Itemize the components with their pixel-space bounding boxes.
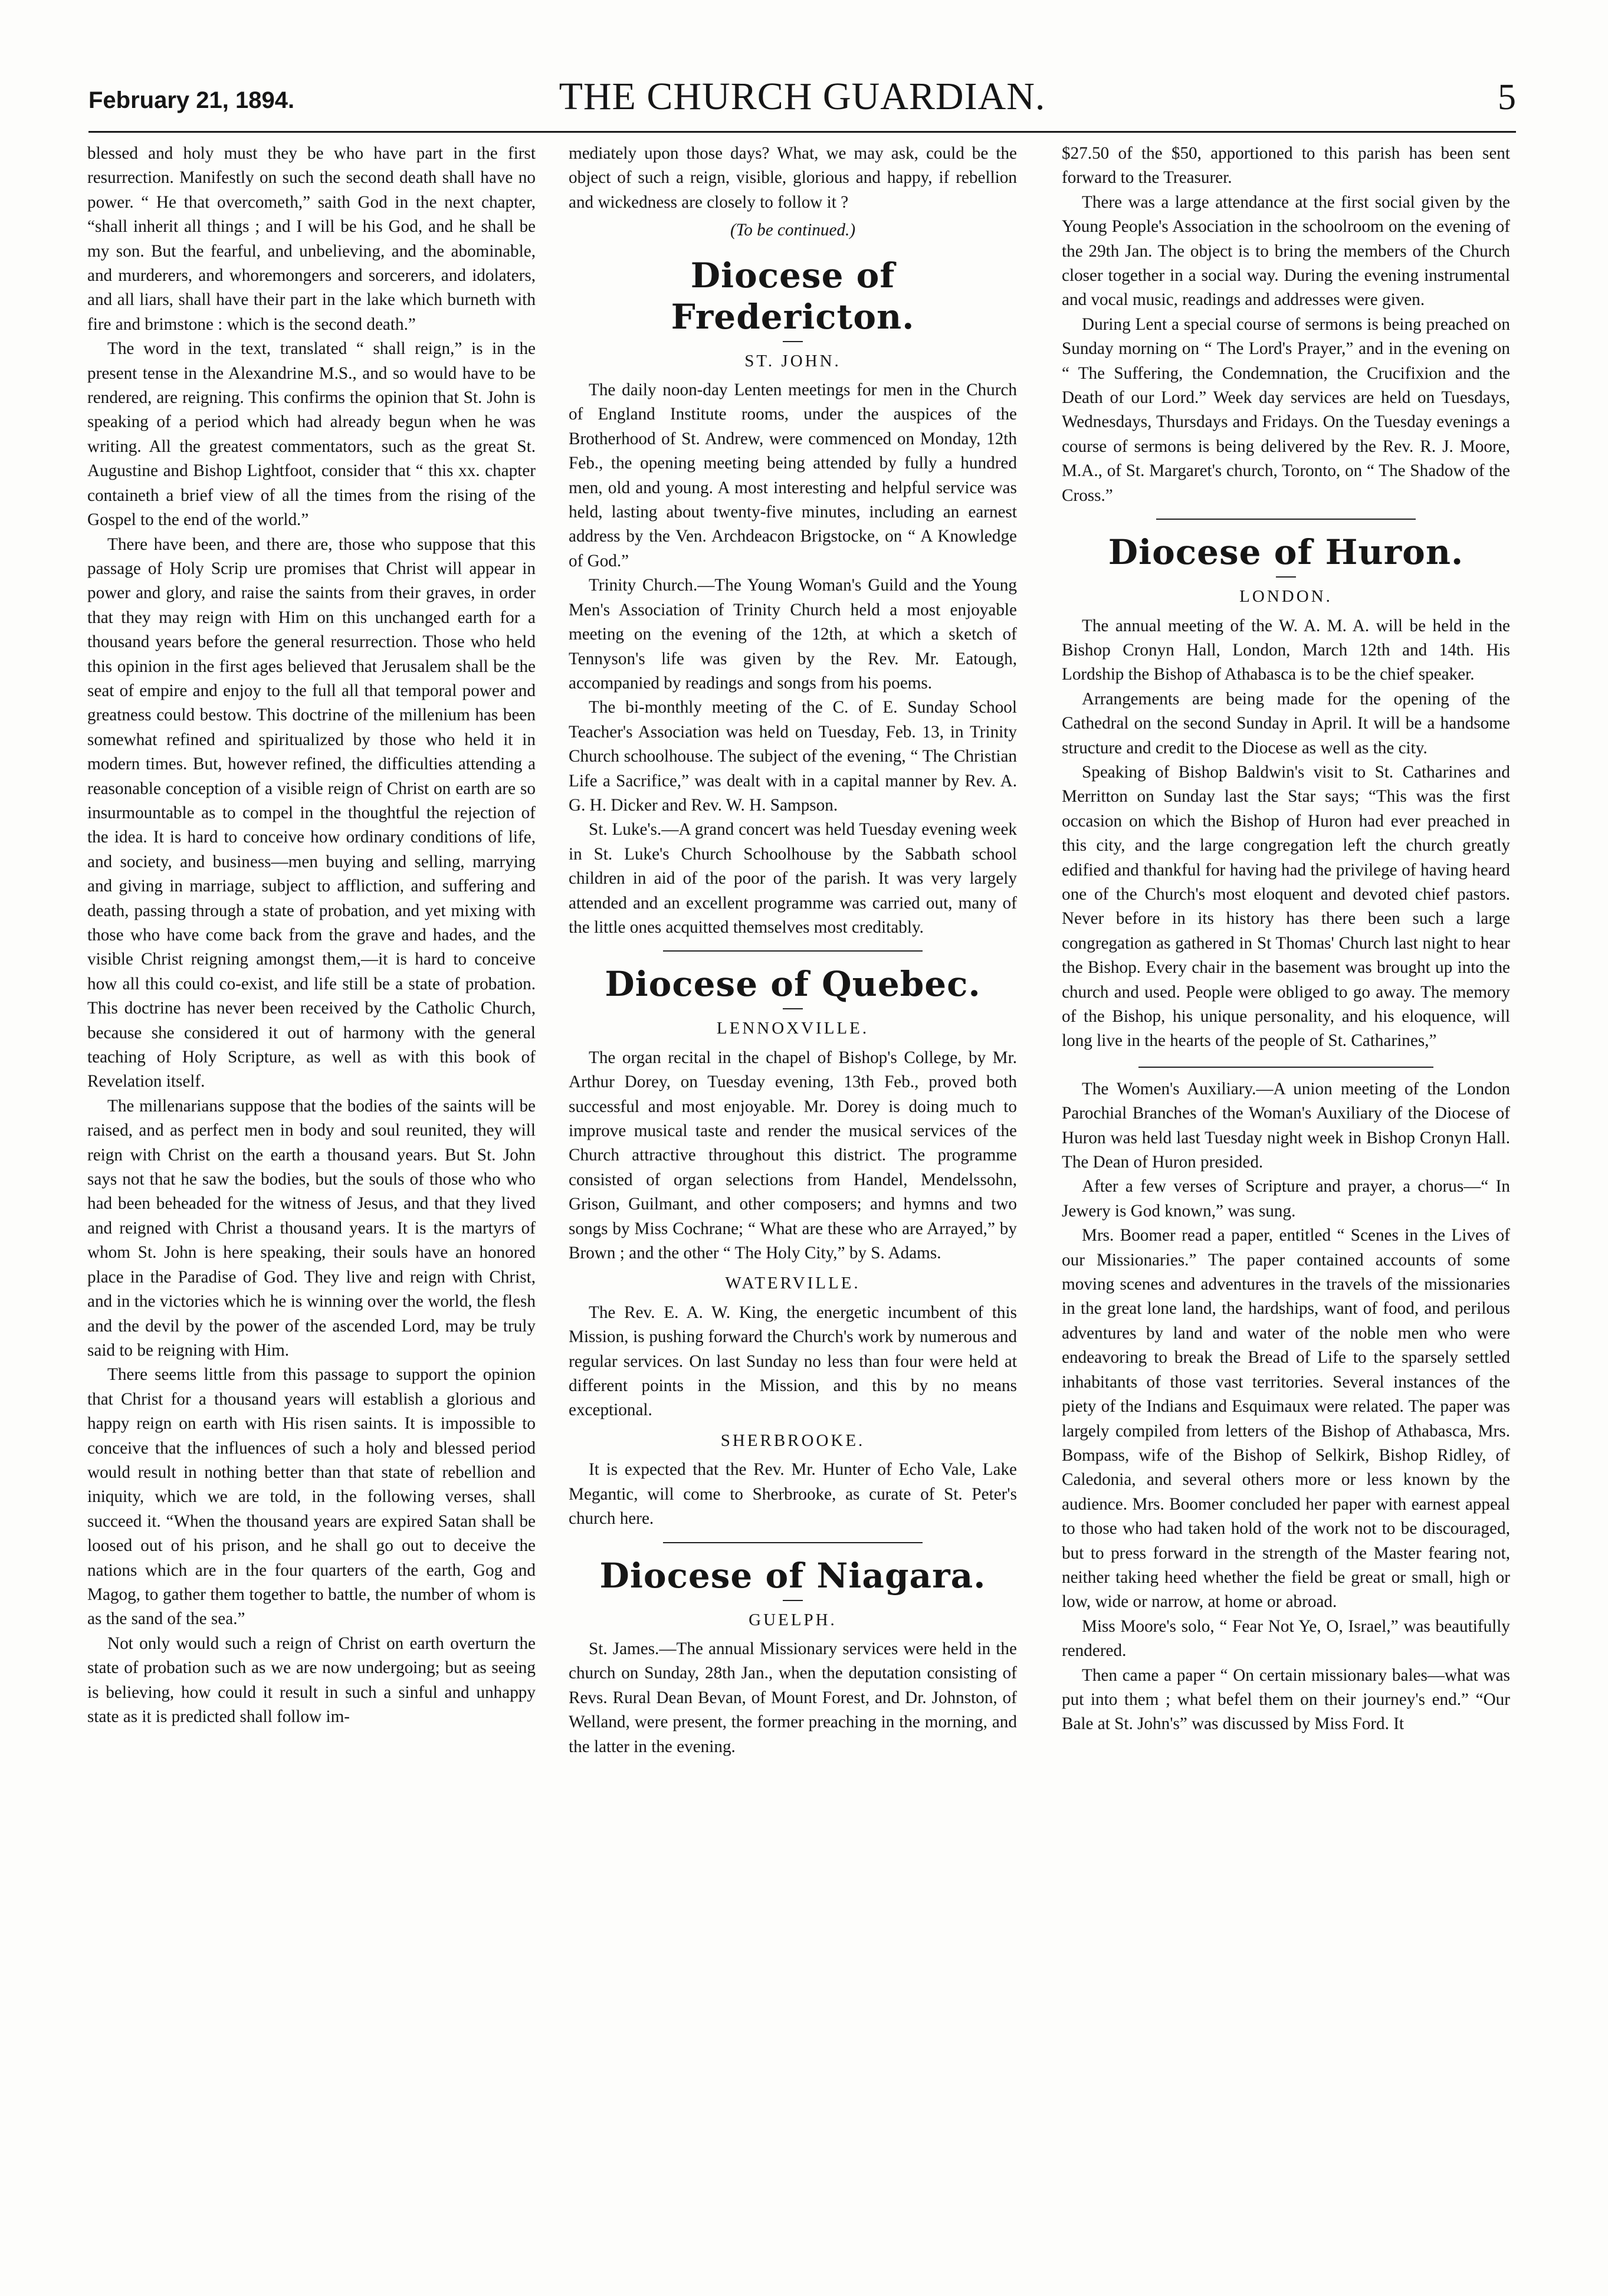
paragraph: The Rev. E. A. W. King, the energetic incumbent of this Mission, is pushing forward the Church's work by numerous and regular services. On last Sunday no less than four were held at different points in the Mission, and this by no means exceptional. <box>569 1303 1017 1420</box>
paragraph: After a few verses of Scripture and prayer, a chorus—“ In Jewery is God known,” was sung. <box>1062 1177 1510 1221</box>
paragraph: Arrangements are being made for the opening of the Cathedral on the second Sunday in April. It will be a handsome structure and credit to the Diocese as well as the city. <box>1062 689 1510 757</box>
column-2 <box>569 142 1017 2248</box>
section-divider <box>1156 519 1416 520</box>
column-3 <box>1062 142 1510 2248</box>
section-heading-quebec: Diocese of Quebec. <box>605 964 981 1005</box>
masthead-rule <box>88 131 1516 133</box>
section-divider <box>663 1542 923 1543</box>
paragraph: The Women's Auxiliary.—A union meeting of the London Parochial Branches of the Woman's Auxiliary of the Diocese of Huron was held last Tuesday night week in Bishop Cronyn Hall. The Dean of Huron presided. <box>1062 1079 1510 1172</box>
subheading-sherbrooke: SHERBROOKE. <box>720 1431 865 1450</box>
paragraph: The daily noon-day Lenten meetings for men in the Church of England Institute rooms, under the auspices of the Brotherhood of St. Andrew, were commenced on Monday, 12th Feb., the opening meeting being attended by fully a hundred men, old and young. A most interesting and helpful service was held, lasting about twenty-five minutes, including an earnest address by the Ven. Archdeacon Brigstocke, on “ A Knowledge of God.” <box>569 381 1017 570</box>
subheading-waterville: WATERVILLE. <box>725 1274 861 1293</box>
paragraph: The bi-monthly meeting of the C. of E. Sunday School Teacher's Association was held on Tuesday, Feb. 13, in Trinity Church schoolhouse. The subject of the evening, “ The Christian Life a Sacrifice,” was dealt with in a capital manner by Rev. A. G. H. Dicker and Rev. W. H. Sampson. <box>569 698 1017 815</box>
paragraph: St. Luke's.—A grand concert was held Tuesday evening week in St. Luke's Church Schoolhouse by the Sabbath school children in aid of the poor of the parish. It was very largely attended and an excellent programme was carried out, many of the little ones acquitted themselves most creditably. <box>569 820 1017 937</box>
section-divider <box>1138 1067 1433 1068</box>
paragraph: Mrs. Boomer read a paper, entitled “ Scenes in the Lives of our Missionaries.” The paper contained accounts of some moving scenes and adventures in the travels of the missionaries in the great lone land, the hardships, want of food, and perilous adventures by land and water of the noble men who were endeavoring to break the Bread of Life to the sparsely settled inhabitants of those vast territories. Several instances of the piety of the Indians and Esquimaux were related. The paper was largely compiled from letters of the Bishop of Athabasca, Mrs. Bompass, wife of the Bishop of Selkirk, Bishop Ridley, of Caledonia, and several others more or less known by the audience. Mrs. Boomer concluded her paper with earnest appeal to those who had taken hold of the work not to be discouraged, but to press forward in the strength of the Master fearing not, neither taking heed whether the field be great or small, high or low, wide or narrow, at home or abroad. <box>1062 1226 1510 1612</box>
paragraph: There seems little from this passage to support the opinion that Christ for a thousand years will establish a glorious and happy reign on earth with His risen saints. It is impossible to conceive that the influences of such a holy and blessed period would result in nothing better than that state of rebellion and iniquity, which we are told, in the following verses, shall succeed it. “When the thousand years are expired Satan shall be loosed out of his prison, and he shall go out to deceive the nations which are in the four quarters of the earth, Gog and Magog, to gather them together to battle, the number of whom is as the sand of the sea.” <box>87 1365 536 1629</box>
issue-date: February 21, 1894. <box>88 87 295 113</box>
paragraph: Miss Moore's solo, “ Fear Not Ye, O, Israel,” was beautifully rendered. <box>1062 1616 1510 1661</box>
paragraph: blessed and holy must they be who have part in the first resurrection. Manifestly on such the second death shall have no power. “ He that overcometh,” saith God in the next chapter, “shall inherit all things ; and I will be his God, and he shall be my son. But the fearful, and unbelieving, and the abominable, and murderers, and whoremongers and sorcerers, and idolaters, and all liars, shall have their part in the lake which burneth with fire and brimstone : which is the second death.” <box>87 144 536 334</box>
paragraph: Trinity Church.—The Young Woman's Guild and the Young Men's Association of Trinity Church held a most enjoyable meeting on the evening of the 12th, at which a sketch of Tennyson's life was given by the Rev. Mr. Eatough, accompanied by readings and songs from his poems. <box>569 576 1017 693</box>
section-heading-niagara: Diocese of Niagara. <box>599 1555 986 1596</box>
divider <box>783 1600 803 1601</box>
paragraph: The millenarians suppose that the bodies of the saints will be raised, and as perfect men in body and soul reunited, they will reign with Christ on the earth a thousand years. But St. John says not that he saw the bodies, but the souls of those who who had been beheaded for the witness of Jesus, and that they lived and reigned with Christ a thousand years. It is the martyrs of whom St. John is here speaking, their souls have an honored place in the Paradise of God. They live and reign with Christ, and in the victories which he is winning over the world, the flesh and the devil by the power of the ascended Lord, may be truly said to be reigning with Him. <box>87 1096 536 1360</box>
section-divider <box>663 950 923 952</box>
paragraph: $27.50 of the $50, apportioned to this parish has been sent forward to the Treasurer. <box>1062 144 1510 188</box>
paragraph: The annual meeting of the W. A. M. A. will be held in the Bishop Cronyn Hall, London, March 12th and 14th. His Lordship the Bishop of Athabasca is to be the chief speaker. <box>1062 616 1510 684</box>
subheading-london: LONDON. <box>1239 587 1333 606</box>
paragraph: Not only would such a reign of Christ on earth overturn the state of probation such as we are now undergoing; but as seeing is believing, how could it result in such a sinful and unhappy state as it is predicted shall follow im- <box>87 1634 536 1726</box>
continued-note: (To be continued.) <box>730 221 856 240</box>
divider <box>783 1008 803 1009</box>
paragraph: The word in the text, translated “ shall reign,” is in the present tense in the Alexandrine M.S., and so would have to be rendered, are reigning. This confirms the opinion that St. John is speaking of a period which had already begun when he was writing. All the greatest commentators, such as the great St. Augustine and Bishop Lightfoot, consider that “ this xx. chapter containeth a brief view of all the times from the rising of the Gospel to the end of the world.” <box>87 339 536 530</box>
newspaper-title: THE CHURCH GUARDIAN. <box>559 75 1046 118</box>
column-1 <box>87 142 536 2248</box>
section-heading-fredericton: Diocese of Fredericton. <box>671 255 915 337</box>
paragraph: During Lent a special course of sermons is being preached on Sunday morning on “ The Lord's Prayer,” and in the evening on “ The Suffering, the Condemnation, the Crucifixion and the Death of our Lord.” Week day services are held on Tuesdays, Wednesdays, Thursdays and Fridays. On the Tuesday evenings a course of sermons is being delivered by the Rev. R. J. Moore, M.A., of St. Margaret's church, Toronto, on “ The Shadow of the Cross.” <box>1062 314 1510 505</box>
subheading-st-john: ST. JOHN. <box>744 351 841 370</box>
divider <box>783 341 803 342</box>
divider <box>1276 576 1296 578</box>
paragraph: It is expected that the Rev. Mr. Hunter of Echo Vale, Lake Megantic, will come to Sherbrooke, as curate of St. Peter's church here. <box>569 1460 1017 1529</box>
section-heading-huron: Diocese of Huron. <box>1108 532 1464 573</box>
paragraph: St. James.—The annual Missionary services were held in the church on Sunday, 28th Jan., when the deputation consisting of Revs. Rural Dean Bevan, of Mount Forest, and Dr. Johnston, of Welland, were present, the former preaching in the morning, and the latter in the evening. <box>569 1639 1017 1756</box>
subheading-lennoxville: LENNOXVILLE. <box>716 1019 869 1038</box>
paragraph: Then came a paper “ On certain missionary bales—what was put into them ; what befel them on their journey's end.” “Our Bale at St. John's” was discussed by Miss Ford. It <box>1062 1665 1510 1734</box>
paragraph: There have been, and there are, those who suppose that this passage of Holy Scrip ure promises that Christ will appear in power and glory, and raise the saints from their graves, in order that they may reign with Him on this unchanged earth for a thousand years before the general resurrection. Those who held this opinion in the first ages believed that Jerusalem shall be the seat of empire and enjoy to the full all that temporal power and greatness could bestow. This doctrine of the millenium has been somewhat refined and spiritualized by those who held it in modern times. But, however refined, the difficulties attending a reasonable conception of a visible reign of Christ on earth are so insurmountable as to compel in the thoughtful the rejection of the idea. It is hard to conceive how ordinary conditions of life, and society, and business—men buying and selling, marrying and giving in marriage, subject to affliction, and suffering and death, passing through a state of probation, and yet mixing with those who have come back from the grave and hades, and the visible Christ reigning amongst them,—it is hard to conceive how all this could co-exist, and life still be a state of probation. This doctrine has never been received by the Catholic Church, because she considered it out of harmony with the general teaching of Holy Scripture, as well as with this book of Revelation itself. <box>87 534 536 1091</box>
paragraph: Speaking of Bishop Baldwin's visit to St. Catharines and Merritton on Sunday last the Star says; “This was the first occasion on which the Bishop of Huron had ever preached in this city, and the large congregation left the church greatly edified and thankful for having had the privilege of having heard one of the Church's most eloquent and devoted chief pastors. Never before in its history has there been such a large congregation as gathered in St Thomas' Church last night to hear the Bishop. Every chair in the basement was brought up into the church and used. People were obliged to go away. The memory of the Bishop, his unique personality, and his eloquence, will long live in the hearts of the people of St. Catharines,” <box>1062 762 1510 1051</box>
subheading-guelph: GUELPH. <box>749 1610 837 1629</box>
masthead <box>88 70 1516 123</box>
paragraph: mediately upon those days? What, we may ask, could be the object of such a reign, visible, glorious and happy, if rebellion and wickedness are closely to follow it ? <box>569 144 1017 212</box>
paragraph: There was a large attendance at the first social given by the Young People's Association in the schoolroom on the evening of the 29th Jan. The object is to bring the members of the Church closer together in a social way. During the evening instrumental and vocal music, readings and addresses were given. <box>1062 192 1510 310</box>
paragraph: The organ recital in the chapel of Bishop's College, by Mr. Arthur Dorey, on Tuesday evening, 13th Feb., proved both successful and most enjoyable. Mr. Dorey is doing much to improve musical taste and render the musical services of the Church attractive throughout this district. The programme consisted of organ selections from Handel, Mendelssohn, Grison, Guilmant, and other composers; and hymns and two songs by Miss Cochrane; “ What are these who are Arrayed,” by Brown ; and the other “ The Holy City,” by S. Adams. <box>569 1048 1017 1263</box>
page-number: 5 <box>1498 77 1516 117</box>
